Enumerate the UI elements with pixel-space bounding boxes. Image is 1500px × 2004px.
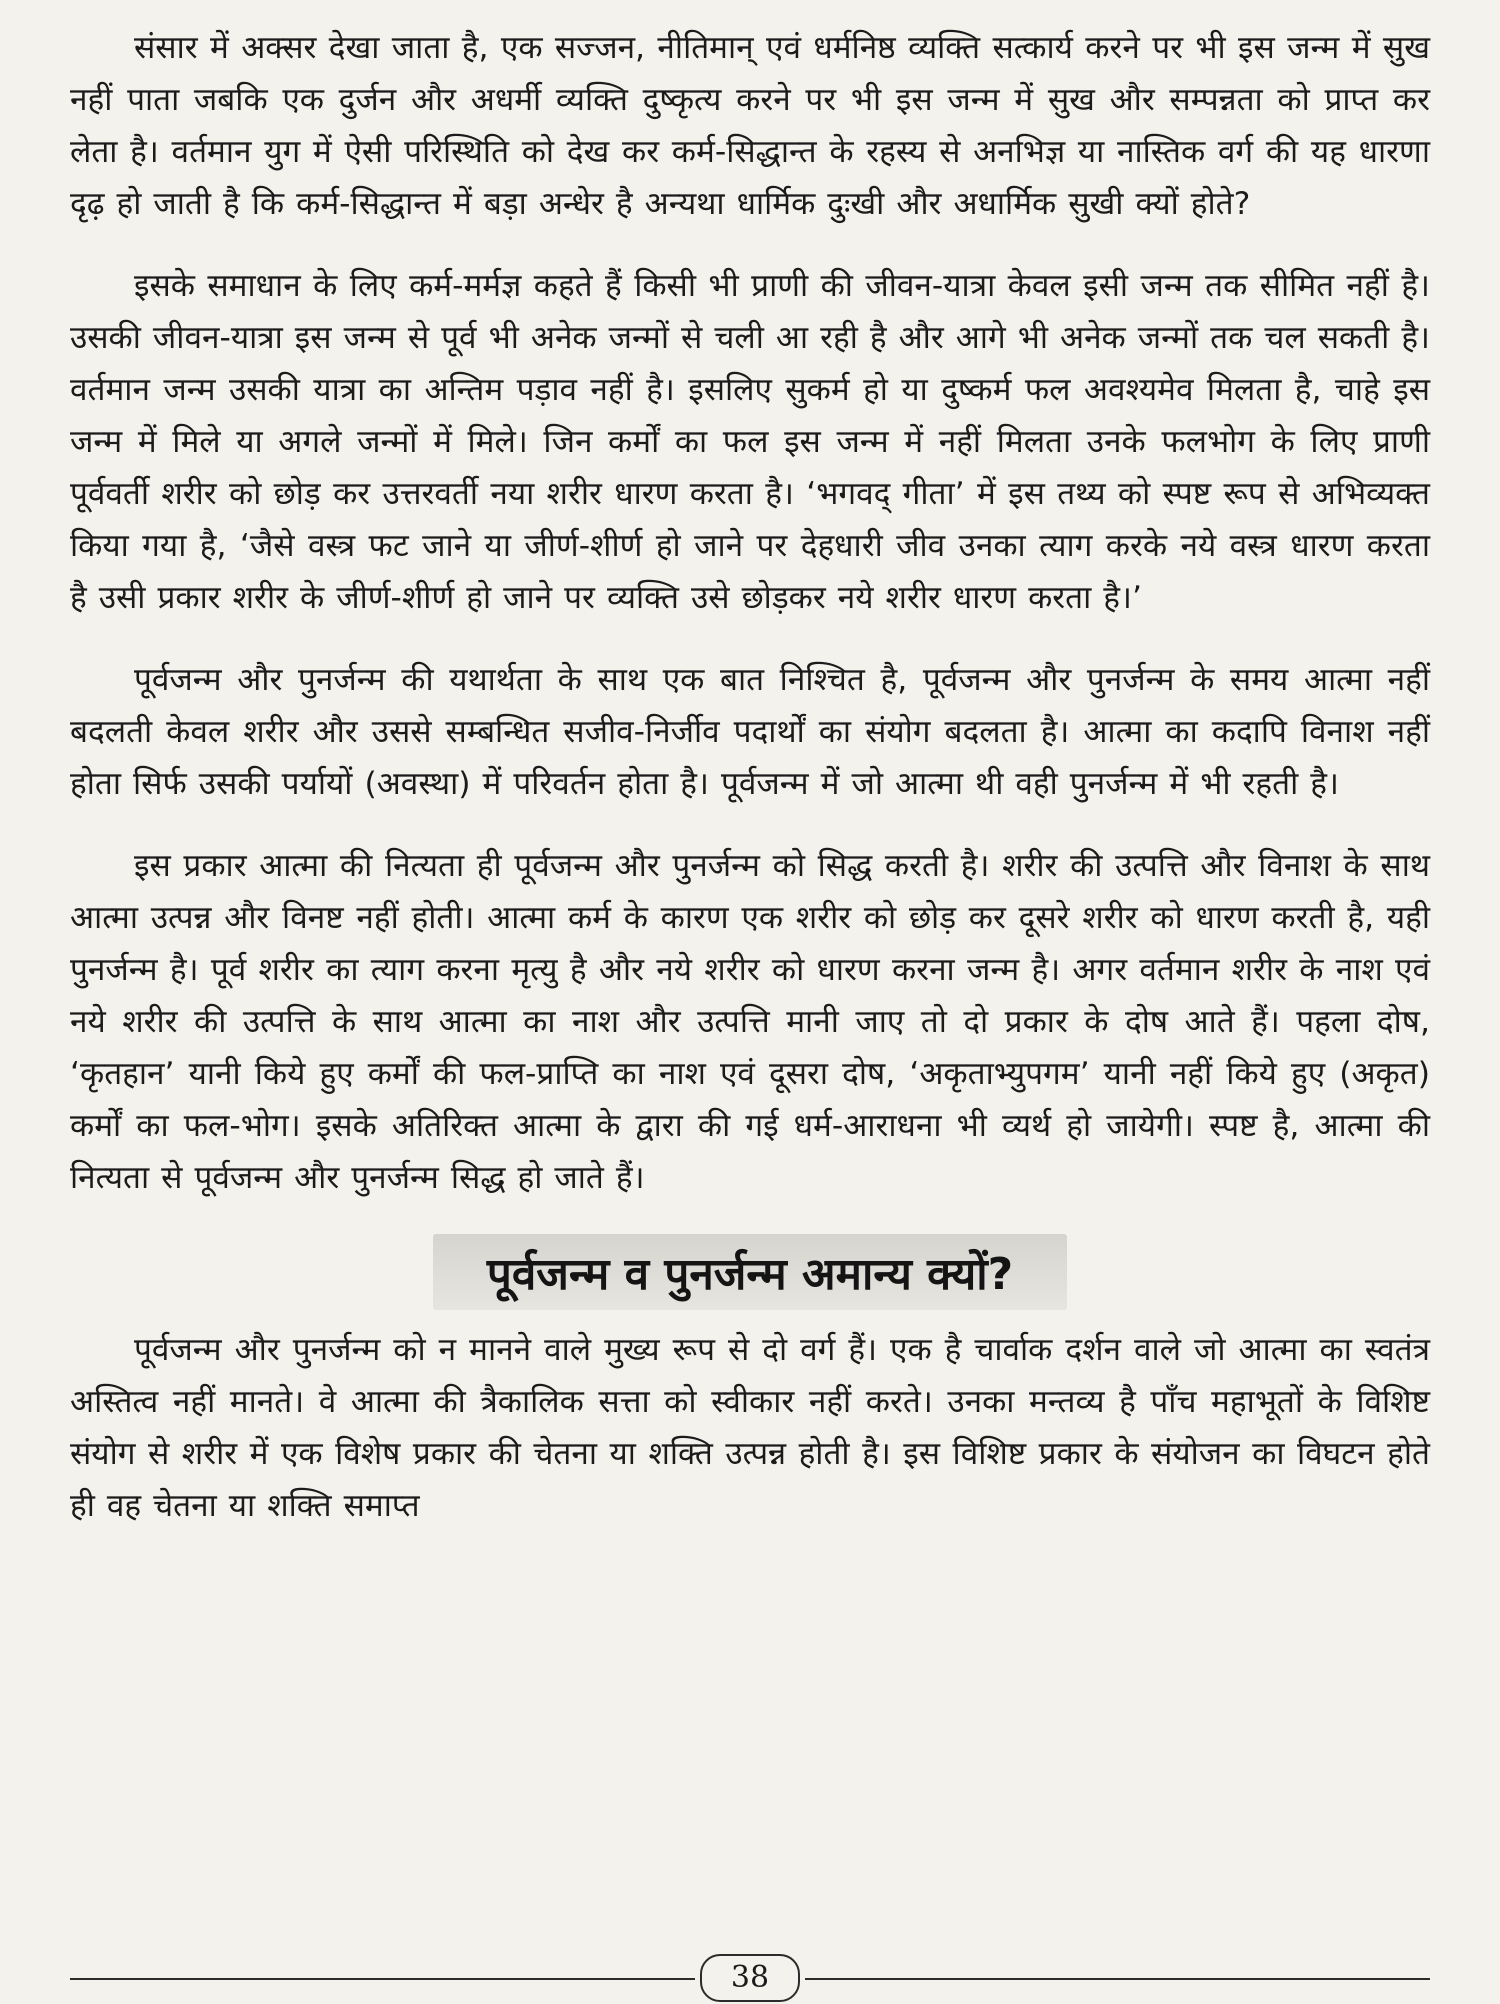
page-number: 38	[700, 1954, 800, 2002]
footer-rule-left	[70, 1978, 695, 1980]
page-footer	[70, 1952, 1430, 2004]
section-heading-wrapper	[70, 1234, 1430, 1310]
section-heading: पूर्वजन्म व पुनर्जन्म अमान्य क्यों?	[433, 1234, 1067, 1310]
paragraph-2: इसके समाधान के लिए कर्म-मर्मज्ञ कहते हैं किसी भी प्राणी की जीवन-यात्रा केवल इसी जन्म तक सीमित नहीं है। उसकी जीवन-यात्रा इस जन्म से पूर्व भी अनेक जन्मों से चली आ रही है और आगे भी अनेक जन्मों तक चल सकती है। वर्तमान जन्म उसकी यात्रा का अन्तिम पड़ाव नहीं है। इसलिए सुकर्म हो या दुष्कर्म फल अवश्यमेव मिलता है, चाहे इस जन्म में मिले या अगले जन्मों में मिले। जिन कर्मों का फल इस जन्म में नहीं मिलता उनके फलभोग के लिए प्राणी पूर्ववर्ती शरीर को छोड़ कर उत्तरवर्ती नया शरीर धारण करता है। ‘भगवद् गीता’ में इस तथ्य को स्पष्ट रूप से अभिव्यक्त किया गया है, ‘जैसे वस्त्र फट जाने या जीर्ण-शीर्ण हो जाने पर देहधारी जीव उनका त्याग करके नये वस्त्र धारण करता है उसी प्रकार शरीर के जीर्ण-शीर्ण हो जाने पर व्यक्ति उसे छोड़कर नये शरीर धारण करता है।’	[70, 268, 1430, 616]
paragraph-1: संसार में अक्सर देखा जाता है, एक सज्जन, नीतिमान् एवं धर्मनिष्ठ व्यक्ति सत्कार्य करने पर भी इस जन्म में सुख नहीं पाता जबकि एक दुर्जन और अधर्मी व्यक्ति दुष्कृत्य करने पर भी इस जन्म में सुख और सम्पन्नता को प्राप्त कर लेता है। वर्तमान युग में ऐसी परिस्थिति को देख कर कर्म-सिद्धान्त के रहस्य से अनभिज्ञ या नास्तिक वर्ग की यह धारणा दृढ़ हो जाती है कि कर्म-सिद्धान्त में बड़ा अन्धेर है अन्यथा धार्मिक दुःखी और अधार्मिक सुखी क्यों होते?	[70, 30, 1430, 222]
footer-rule-right	[805, 1978, 1430, 1980]
paragraph-5: पूर्वजन्म और पुनर्जन्म को न मानने वाले मुख्य रूप से दो वर्ग हैं। एक है चार्वाक दर्शन वाले जो आत्मा का स्वतंत्र अस्तित्व नहीं मानते। वे आत्मा की त्रैकालिक सत्ता को स्वीकार नहीं करते। उनका मन्तव्य है पाँच महाभूतों के विशिष्ट संयोग से शरीर में एक विशेष प्रकार की चेतना या शक्ति उत्पन्न होती है। इस विशिष्ट प्रकार के संयोजन का विघटन होते ही वह चेतना या शक्ति समाप्त	[70, 1332, 1430, 1524]
paragraph-4: इस प्रकार आत्मा की नित्यता ही पूर्वजन्म और पुनर्जन्म को सिद्ध करती है। शरीर की उत्पत्ति और विनाश के साथ आत्मा उत्पन्न और विनष्ट नहीं होती। आत्मा कर्म के कारण एक शरीर को छोड़ कर दूसरे शरीर को धारण करती है, यही पुनर्जन्म है। पूर्व शरीर का त्याग करना मृत्यु है और नये शरीर को धारण करना जन्म है। अगर वर्तमान शरीर के नाश एवं नये शरीर की उत्पत्ति के साथ आत्मा का नाश और उत्पत्ति मानी जाए तो दो प्रकार के दोष आते हैं। पहला दोष, ‘कृतहान’ यानी किये हुए कर्मों की फल-प्राप्ति का नाश एवं दूसरा दोष, ‘अकृताभ्युपगम’ यानी नहीं किये हुए (अकृत) कर्मों का फल-भोग। इसके अतिरिक्त आत्मा के द्वारा की गई धर्म-आराधना भी व्यर्थ हो जायेगी। स्पष्ट है, आत्मा की नित्यता से पूर्वजन्म और पुनर्जन्म सिद्ध हो जाते हैं।	[70, 848, 1430, 1196]
paragraph-3: पूर्वजन्म और पुनर्जन्म की यथार्थता के साथ एक बात निश्चित है, पूर्वजन्म और पुनर्जन्म के समय आत्मा नहीं बदलती केवल शरीर और उससे सम्बन्धित सजीव-निर्जीव पदार्थों का संयोग बदलता है। आत्मा का कदापि विनाश नहीं होता सिर्फ उसकी पर्यायों (अवस्था) में परिवर्तन होता है। पूर्वजन्म में जो आत्मा थी वही पुनर्जन्म में भी रहती है।	[70, 662, 1430, 802]
